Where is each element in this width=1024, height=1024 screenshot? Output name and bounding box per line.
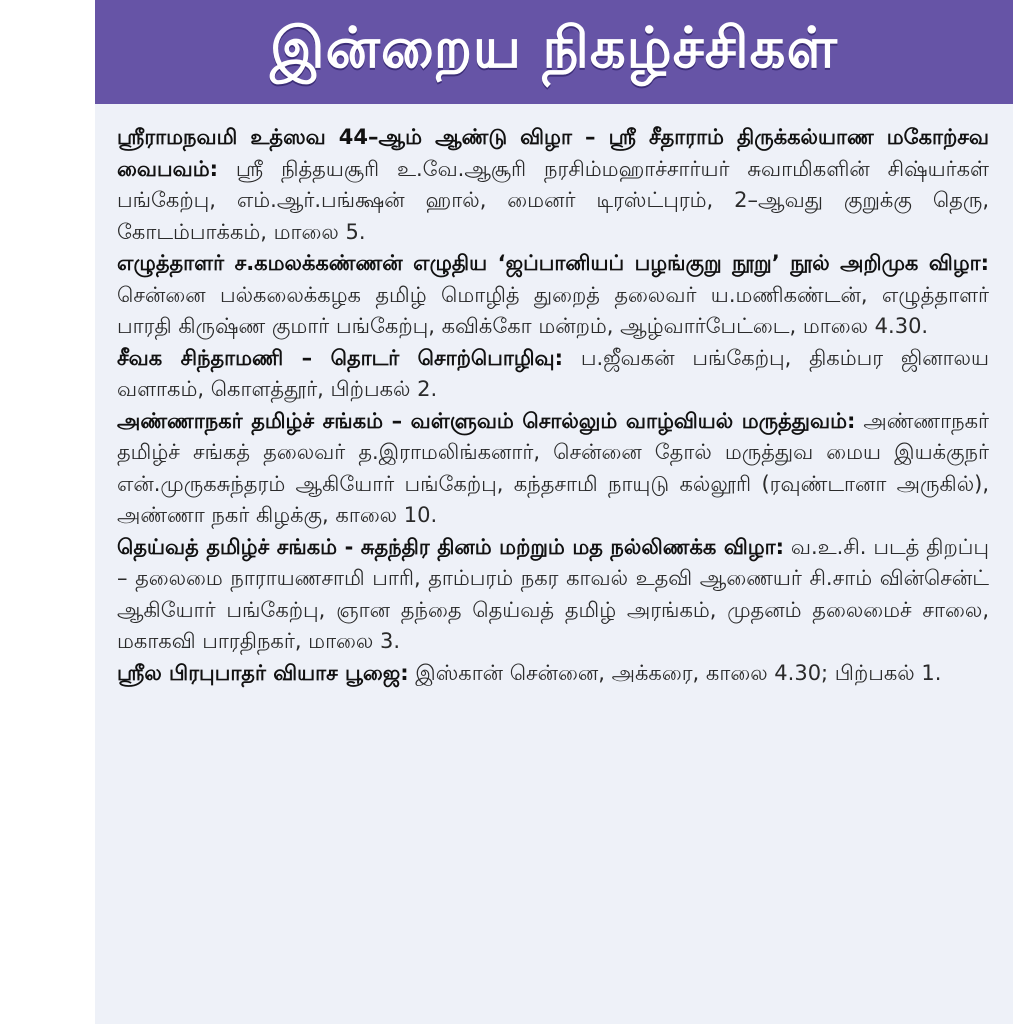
event-title: தெய்வத் தமிழ்ச் சங்கம் - சுதந்திர தினம் மற்றும் மத நல்லிணக்க விழா:	[117, 534, 784, 559]
event-title: அண்ணாநகர் தமிழ்ச் சங்கம் – வள்ளுவம் சொல்லும் வாழ்வியல் மருத்துவம்:	[117, 408, 856, 433]
event-item	[117, 658, 989, 690]
event-item	[117, 343, 989, 406]
page-title: இன்றைய நிகழ்ச்சிகள்	[270, 16, 838, 81]
event-item	[117, 248, 989, 343]
title-banner	[95, 0, 1013, 104]
event-title: சீவக சிந்தாமணி – தொடர் சொற்பொழிவு:	[117, 345, 564, 370]
event-description: ஸ்ரீ நித்தயசூரி உ.வே.ஆசூரி நரசிம்மஹாச்சார்யர் சுவாமிகளின் சிஷ்யர்கள் பங்கேற்பு, எம்.ஆர்.பங்க்ஷன் ஹால், மைனர் டிரஸ்ட்புரம், 2–ஆவது குறுக்கு தெரு, கோடம்பாக்கம், மாலை 5.	[117, 156, 989, 244]
event-description: இஸ்கான் சென்னை, அக்கரை, காலை 4.30; பிற்பகல் 1.	[408, 660, 942, 685]
event-item	[117, 532, 989, 658]
event-description: அண்ணாநகர் தமிழ்ச் சங்கத் தலைவர் த.இராமலிங்கனார், சென்னை தோல் மருத்துவ மைய இயக்குநர் என்.முருகசுந்தரம் ஆகியோர் பங்கேற்பு, கந்தசாமி நாயுடு கல்லூரி (ரவுண்டானா அருகில்), அண்ணா நகர் கிழக்கு, காலை 10.	[117, 408, 989, 527]
event-description: ப.ஜீவகன் பங்கேற்பு, திகம்பர ஜினாலய வளாகம், கொளத்தூர், பிற்பகல் 2.	[117, 345, 989, 401]
event-item	[117, 406, 989, 532]
event-description: சென்னை பல்கலைக்கழக தமிழ் மொழித் துறைத் தலைவர் ய.மணிகண்டன், எழுத்தாளர் பாரதி கிருஷ்ண குமார் பங்கேற்பு, கவிக்கோ மன்றம், ஆழ்வார்பேட்டை, மாலை 4.30.	[117, 282, 989, 338]
events-list	[117, 122, 989, 689]
event-item	[117, 122, 989, 248]
event-description: வ.உ.சி. படத் திறப்பு – தலைமை நாராயணசாமி பாரி, தாம்பரம் நகர காவல் உதவி ஆணையர் சி.சாம் வின்சென்ட் ஆகியோர் பங்கேற்பு, ஞான தந்தை தெய்வத் தமிழ் அரங்கம், முதனம் தலைமைச் சாலை, மகாகவி பாரதிநகர், மாலை 3.	[117, 534, 990, 653]
event-title: எழுத்தாளர் ச.கமலக்கண்ணன் எழுதிய ‘ஜப்பானியப் பழங்குறு நூறு’ நூல் அறிமுக விழா:	[117, 251, 989, 275]
event-title: ஸ்ரீராமநவமி உத்ஸவ 44–ஆம் ஆண்டு விழா – ஸ்ரீ சீதாராம் திருக்கல்யாண மகோற்சவ வைபவம்:	[117, 125, 989, 181]
events-clipping	[95, 0, 1013, 1024]
event-title: ஸ்ரீல பிரபுபாதர் வியாச பூஜை:	[117, 660, 409, 685]
